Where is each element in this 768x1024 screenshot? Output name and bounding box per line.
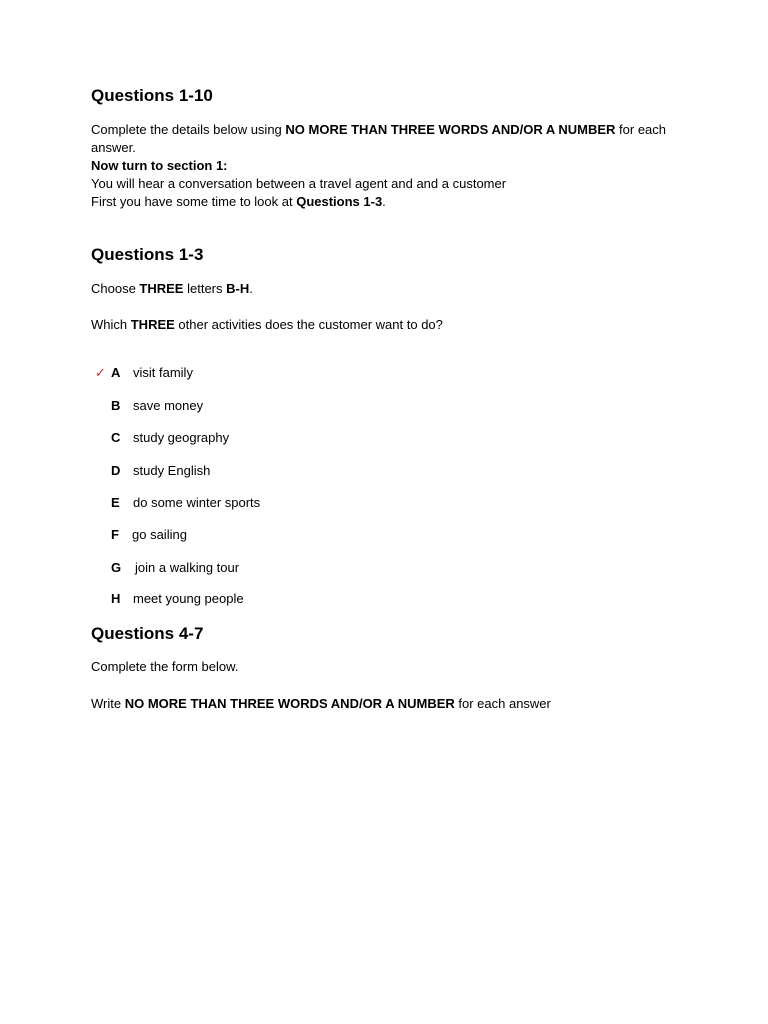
section-title-questions-1-10: Questions 1-10 — [91, 86, 213, 105]
instructions-paragraph: Complete the details below using NO MORE THAN THREE WORDS AND/OR A NUMBER for each answer. — [91, 122, 667, 155]
option-letter: A — [111, 365, 121, 380]
option-letter: B — [111, 398, 121, 413]
complete-form-instruction: Complete the form below. — [91, 659, 239, 674]
option-letter: C — [111, 430, 121, 445]
option-g[interactable] — [91, 559, 391, 577]
option-text: study English — [133, 463, 211, 478]
option-text: join a walking tour — [135, 560, 240, 575]
section-title-questions-1-3: Questions 1-3 — [91, 245, 204, 264]
word-limit-instruction: Write NO MORE THAN THREE WORDS AND/OR A NUMBER for each answer — [91, 696, 551, 711]
option-letter: H — [111, 591, 121, 606]
option-text: do some winter sports — [133, 495, 261, 510]
option-text: save money — [133, 398, 204, 413]
option-a[interactable] — [91, 364, 391, 382]
option-letter: D — [111, 463, 121, 478]
question-prompt: Which THREE other activities does the customer want to do? — [91, 317, 443, 332]
option-text: meet young people — [133, 591, 244, 606]
option-text: go sailing — [132, 527, 187, 542]
turn-to-section-line: Now turn to section 1: — [91, 158, 228, 173]
option-f[interactable] — [91, 526, 391, 544]
conversation-description: You will hear a conversation between a travel agent and and a customer — [91, 176, 507, 191]
option-c[interactable] — [91, 429, 391, 447]
choose-instruction: Choose THREE letters B-H. — [91, 281, 253, 296]
option-e[interactable] — [91, 494, 391, 512]
option-letter: F — [111, 527, 119, 542]
option-b[interactable] — [91, 397, 391, 415]
section-title-questions-4-7: Questions 4-7 — [91, 624, 204, 643]
checkmark-icon: ✓ — [95, 365, 106, 380]
option-letter: E — [111, 495, 120, 510]
option-text: study geography — [133, 430, 230, 445]
option-d[interactable] — [91, 462, 391, 480]
option-h[interactable] — [91, 590, 391, 608]
look-at-questions-line: First you have some time to look at Questions 1-3. — [91, 194, 386, 209]
option-letter: G — [111, 560, 122, 575]
option-text: visit family — [133, 365, 193, 380]
